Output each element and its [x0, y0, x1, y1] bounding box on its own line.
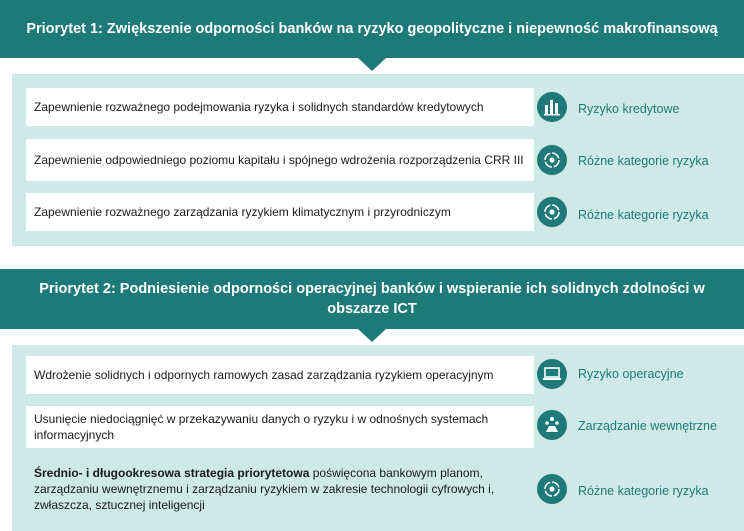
item-text: Wdrożenie solidnych i odpornych ramowych zasad zarządzania ryzykiem operacyjnym [34, 368, 494, 382]
item-text: poświęcona bankowym planom, zarządzaniu wewnętrznemu i zarządzaniu ryzykiem w zakresie technologii cyfrowych i, zwłaszcza, sztucznej inteligencji [34, 466, 495, 512]
priority-1-pointer [358, 58, 386, 71]
item-text: Zapewnienie rozważnego podejmowania ryzyka i solidnych standardów kredytowych [34, 100, 484, 114]
category-label: Różne kategorie ryzyka [578, 154, 709, 168]
priority-2-banner [0, 269, 744, 329]
priority-2-pointer [358, 329, 386, 342]
priority-2-title: Priorytet 2: Podniesienie odporności operacyjnej banków i wspieranie ich solidnych zdolności w obszarze ICT [39, 281, 705, 317]
item-text-wrapper [34, 465, 526, 513]
item-text: Zapewnienie odpowiedniego poziomu kapitału i spójnego wdrożenia rozporządzenia CRR III [34, 153, 524, 167]
cycle-arrows-icon [537, 474, 567, 504]
category-label: Ryzyko operacyjne [578, 367, 684, 381]
priority-2-item-2 [26, 406, 534, 448]
item-bold-text: Średnio- i długookresowa strategia priorytetowa [34, 466, 310, 480]
priority-2-item-3 [26, 459, 534, 519]
priority-1-banner [0, 0, 744, 58]
bar-chart-icon [537, 92, 567, 122]
item-text: Usunięcie niedociągnięć w przekazywaniu danych o ryzyku i w odnośnych systemach informacyjnych [34, 412, 489, 442]
category-label: Różne kategorie ryzyka [578, 208, 709, 222]
priority-2-item-1 [26, 356, 534, 394]
category-label: Różne kategorie ryzyka [578, 484, 709, 498]
cycle-arrows-icon [537, 145, 567, 175]
item-text: Zapewnienie rozważnego zarządzania ryzykiem klimatycznym i przyrodniczym [34, 205, 451, 219]
priority-1-item-3 [26, 193, 534, 231]
laptop-icon [537, 359, 567, 389]
priority-1-title: Priorytet 1: Zwiększenie odporności banków na ryzyko geopolityczne i niepewność makrofinansową [26, 21, 718, 37]
priority-1-item-2 [26, 139, 534, 181]
cycle-arrows-icon [537, 197, 567, 227]
meeting-icon [537, 410, 567, 440]
category-label: Ryzyko kredytowe [578, 102, 680, 116]
category-label: Zarządzanie wewnętrzne [578, 419, 717, 433]
priority-1-item-1 [26, 88, 534, 126]
